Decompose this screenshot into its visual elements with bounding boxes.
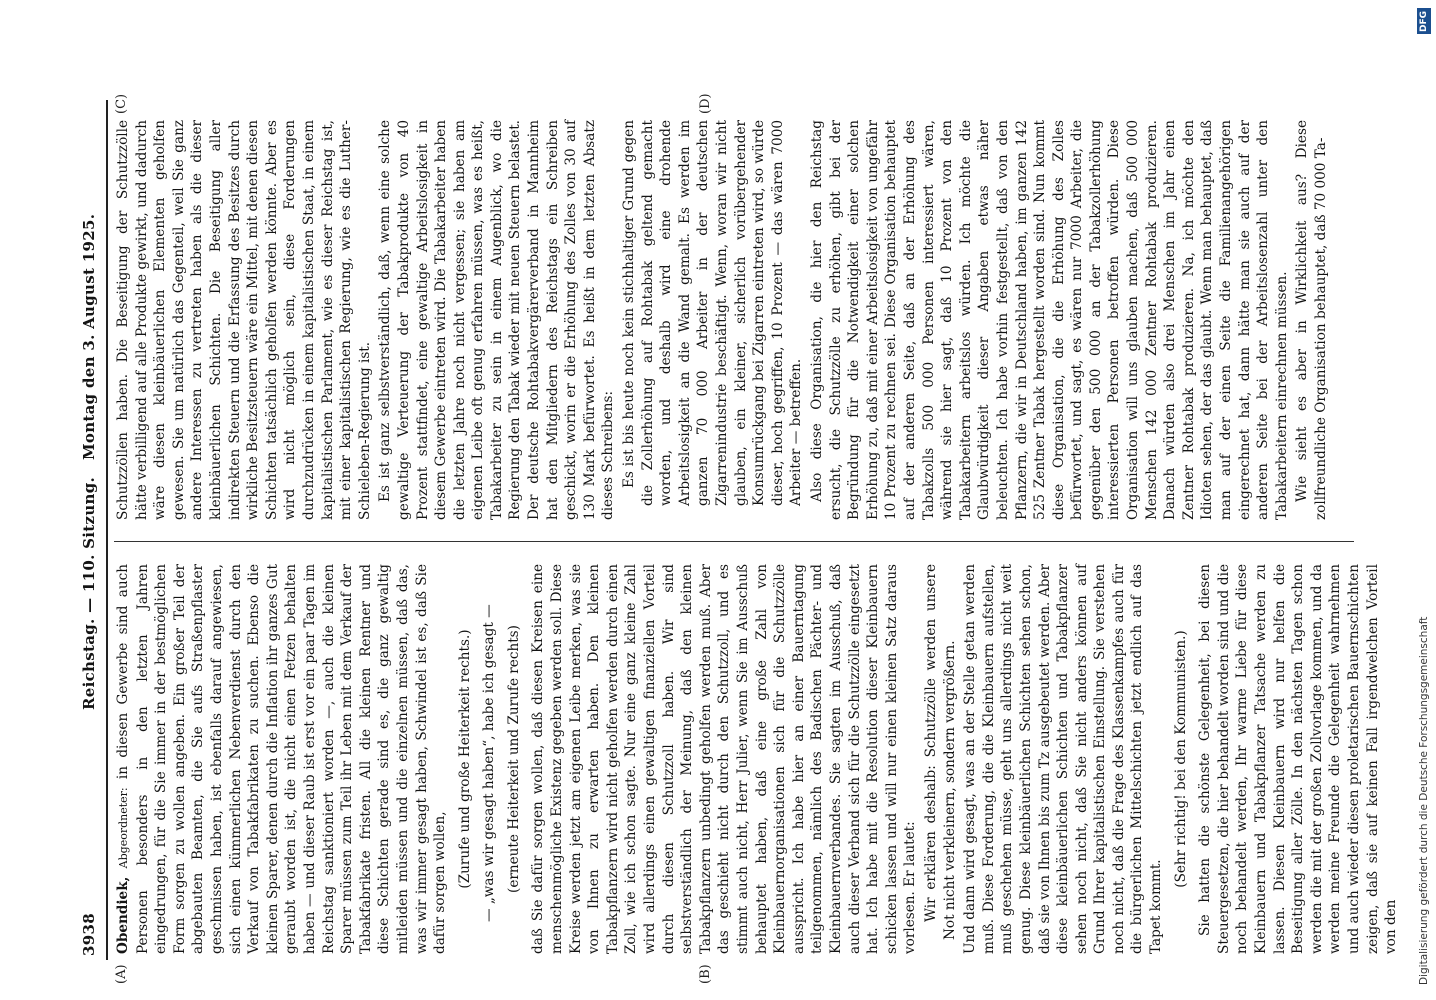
speaker-paragraph [114, 564, 450, 954]
paragraph: Schutzzöllen haben. Die Beseitigung der Schutzzölle hätte verbilligend auf alle Produkte gewirkt, und dadurch wäre diesen kleinbäuerlichen Elementen geholfen gewesen. Sie um natürlich das Gegenteil, weil Sie ganz andere Interessen zu vertreten haben als die dieser kleinbäuerlichen Schichten. Die Beseitigung aller indirekten Steuern und die Erfassung des Besitzes durch wirkliche Besitzsteuern wäre ein Mittel, mit denen diesen Schichten tatsächlich geholfen werden könnte. Aber es wird nicht möglich sein, diese Forderungen durchzudrücken in einem kapitalistischen Staat, in einem kapitalistischen Parlament, wie es dieser Reichstag ist, mit einer kapitalistischen Regierung, wie es die Luther-Schieleben-Regierung ist. [115, 120, 373, 520]
quoted-letter: Es ist bis heute noch kein stichhaltiger Grund gegen die Zollerhöhung auf Rohtabak geltend gemacht worden, und deshalb wird eine drohende Arbeitslosigkeit an die Wand gemalt. Es werden im ganzen 70 000 Arbeiter in der deutschen Zigarrenindustrie beschäftigt. Wenn, woran wir nicht glauben, ein kleiner, sicherlich vorübergehender Konsumrückgang bei Zigarren eintreten wird, so würde dieser, hoch gegriffen, 10 Prozent — das wären 7000 Arbeiter — betreffen. [621, 120, 805, 506]
column-divider [114, 541, 1354, 542]
paragraph: Sie hatten die schönste Gelegenheit, bei diesen Steuergesetzen, die hier behandelt worden sind und die noch behandelt werden, Ihr warme Liebe für diese Kleinbauern und Tabakpflanzer Tatsache werden zu lassen. Diesen Kleinbauern wird nur helfen die Beseitigung aller Zölle. In den nächsten Tagen schon werden die mit der großen Zollvorlage kommen, und da werden meine Freunde die Gelegenheit wahrnehmen und auch wieder diesen proletarischen Bauernschichten zeigen, daß sie auf keinen Fall irgendwelchen Vorteil von den [1197, 564, 1400, 954]
page-number: 3938 [80, 913, 98, 956]
margin-mark-b: (B) [698, 964, 713, 984]
page-header [80, 100, 102, 960]
paragraph: Also diese Organisation, die hier den Reichstag ersucht, die Schutzzölle zu erhöhen, gibt bei der Begründung für die Notwendigkeit einer solchen Erhöhung zu, daß mit einer Arbeitslosigkeit von ungefähr 10 Prozent zu rechnen sei. Diese Organisation behauptet auf der anderen Seite, daß an der Erhöhung des Tabakzolls 500 000 Personen interessiert wären, während sie hier sagt, daß 10 Prozent von den Tabakarbeitern arbeitslos würden. Ich möchte die Glaubwürdigkeit dieser Angaben etwas näher beleuchten. Ich habe vorhin festgestellt, daß von den Pflanzern, die wir in Deutschland haben, im ganzen 142 525 Zentner Tabak hergestellt worden sind. Nun kommt diese Organisation, die die Erhöhung des Zolles befürwortet, und sagt, es wären nur 7000 Arbeiter, die gegenüber den 500 000 an der Tabakzollerhöhung interessierten Personen betroffen würden. Diese Organisation will uns glauben machen, daß 500 000 Menschen 142 000 Zentner Rohtabak produzieren. Danach würden also drei Menschen im Jahr einen Zentner Rohtabak produzieren. Na, ich möchte den Idioten sehen, der das glaubt. Wenn man behauptet, daß man auf der einen Seite die Familienangehörigen eingerechnet hat, dann hätte man sie auch auf der anderen Seite bei der Arbeitslosenzahl unter den Tabakarbeitern einrechnen müssen. [808, 120, 1290, 520]
quote-line: — „was wir gesagt haben“, habe ich gesagt — [481, 604, 498, 922]
paragraph-text: in diesen Gewerbe sind auch Personen besonders in den letzten Jahren eingedrungen, für die Sie immer in der bestmöglichen Form sorgen zu wollen angeben. Ein großer Teil der abgebauten Beamten, die Sie aufs Straßenpflaster geschmissen haben, ist ebenfalls darauf angewiesen, sich einen kümmerlichen Nebenverdienst durch den Verkauf von Tabakfabrikaten zu suchen. Ebenso die kleinen Sparer, denen durch die Inflation ihr ganzes Gut geraubt worden ist, die nicht einen Fetzen behalten haben — und dieser Raub ist erst vor ein paar Tagen im Reichstag sanktioniert worden —, auch die kleinen Sparer müssen zum Teil ihr Leben mit dem Verkauf der Tabakfabrikate fristen. All die kleinen Rentner und diese Schichten gerade sind es, die ganz gewaltig mitleiden müssen und die einzelnen müssen, daß das, was wir immer gesagt haben, Schwindel ist es, daß Sie dafür sorgen wollen, [115, 564, 449, 954]
interjection: (Zurufe und große Heiterkeit rechts.) [456, 629, 473, 889]
right-column [114, 120, 1354, 520]
interjection: (erneute Heiterkeit und Zurufe rechts) [505, 625, 522, 893]
header-right-title: Montag den 3. August 1925. [80, 213, 98, 460]
quoted-resolution: Wir erklären deshalb: Schutzzölle werden unsere Not nicht verkleinern, sondern vergrößern. [922, 564, 958, 940]
header-rule [106, 100, 108, 960]
margin-mark-d: (D) [698, 93, 713, 114]
paragraph: Es ist ganz selbstverständlich, daß, wenn eine solche gewaltige Verteuerung der Tabakprodukte von 40 Prozent stattfindet, eine gewaltige Arbeitslosigkeit in diesem Gewerbe eintreten wird. Die Tabakarbeiter haben die letzten Jahre noch nicht vergessen; sie haben am eigenen Leibe oft genug erfahren müssen, was es heißt, Tabakarbeiter zu sein in einem Augenblick, wo die Regierung den Tabak wieder mit neuen Steuern belastet. Der deutsche Rohtabakvergärerverband in Mannheim hat den Mitgliedern des Reichstags ein Schreiben geschickt, worin er die Erhöhung des Zolles von 30 auf 130 Mark befürwortet. Es heißt in dem letzten Absatz dieses Schreibens: [377, 120, 617, 520]
margin-mark-c: (C) [114, 93, 129, 114]
paragraph: Wie sieht es aber in Wirklichkeit aus? Diese zollfreundliche Organisation behauptet, daß 70 000 Ta- [1294, 120, 1329, 520]
speaker-role: Abgeordneter: [117, 787, 130, 869]
header-left-title: Reichstag. — 110. Sitzung. [80, 476, 98, 710]
scanned-page [78, 93, 1400, 984]
paragraph: Und dann wird gesagt, was an der Stelle getan werden muß. Diese Forderung, die die Kleinbauern aufstellen, muß geschehen müsse, geht uns allerdings nicht weit genug. Diese kleinbäuerlichen Schichten sehen schon, daß sie von Ihnen bis zum Tz ausgebeutet werden. Aber diese kleinbäuerlichen Schichten und Tabakpflanzer sehen noch nicht, daß Sie nicht anders können auf Grund Ihrer kapitalistischen Einstellung. Sie verstehen noch nicht, daß die Frage des Klassenkampfes auch für die bürgerlichen Mittelschichten jetzt endlich auf das Tapet kommt. [962, 564, 1165, 954]
digitization-credit: Digitalisierung gefördert durch die Deutsche Forschungsgemeinschaft [1418, 616, 1430, 985]
speaker-name: Obendiek, [115, 876, 131, 954]
paragraph: daß Sie dafür sorgen wollen, daß diesen Kreisen eine menschenmögliche Existenz gegeben werden soll. Diese Kreise werden jetzt am eigenen Leibe merken, was sie von Ihnen zu erwarten haben. Den kleinen Tabakpflanzern wird nicht geholfen werden durch einen Zoll, wie ich schon sagte. Nur eine ganz kleine Zahl wird allerdings einen gewaltigen finanziellen Vorteil durch diesen Schutzzoll haben. Wir sind selbstverständlich der Meinung, daß den kleinen Tabakpflanzern unbedingt geholfen werden muß. Aber das geschieht nicht durch den Schutzzoll, und es stimmt auch nicht, Herr Julier, wenn Sie im Ausschuß behauptet haben, daß eine große Zahl von Kleinbauernorganisationen sich für die Schutzzölle ausspricht. Ich habe hier an einer Bauerntagung teilgenommen, nämlich des Badischen Pächter- und Kleinbauernverbandes. Sie sagten im Ausschuß, daß auch dieser Verband sich für die Schutzzölle eingesetzt hat. Ich habe mit die Resolution dieser Kleinbauern schicken lassen und will nur einen kleinen Satz daraus vorlesen. Er lautet: [530, 564, 919, 954]
interjection: (Sehr richtig! bei den Kommunisten.) [1172, 630, 1189, 888]
margin-mark-a: (A) [114, 964, 129, 984]
dfg-logo: DFG [1417, 8, 1431, 34]
left-column [114, 564, 1400, 954]
